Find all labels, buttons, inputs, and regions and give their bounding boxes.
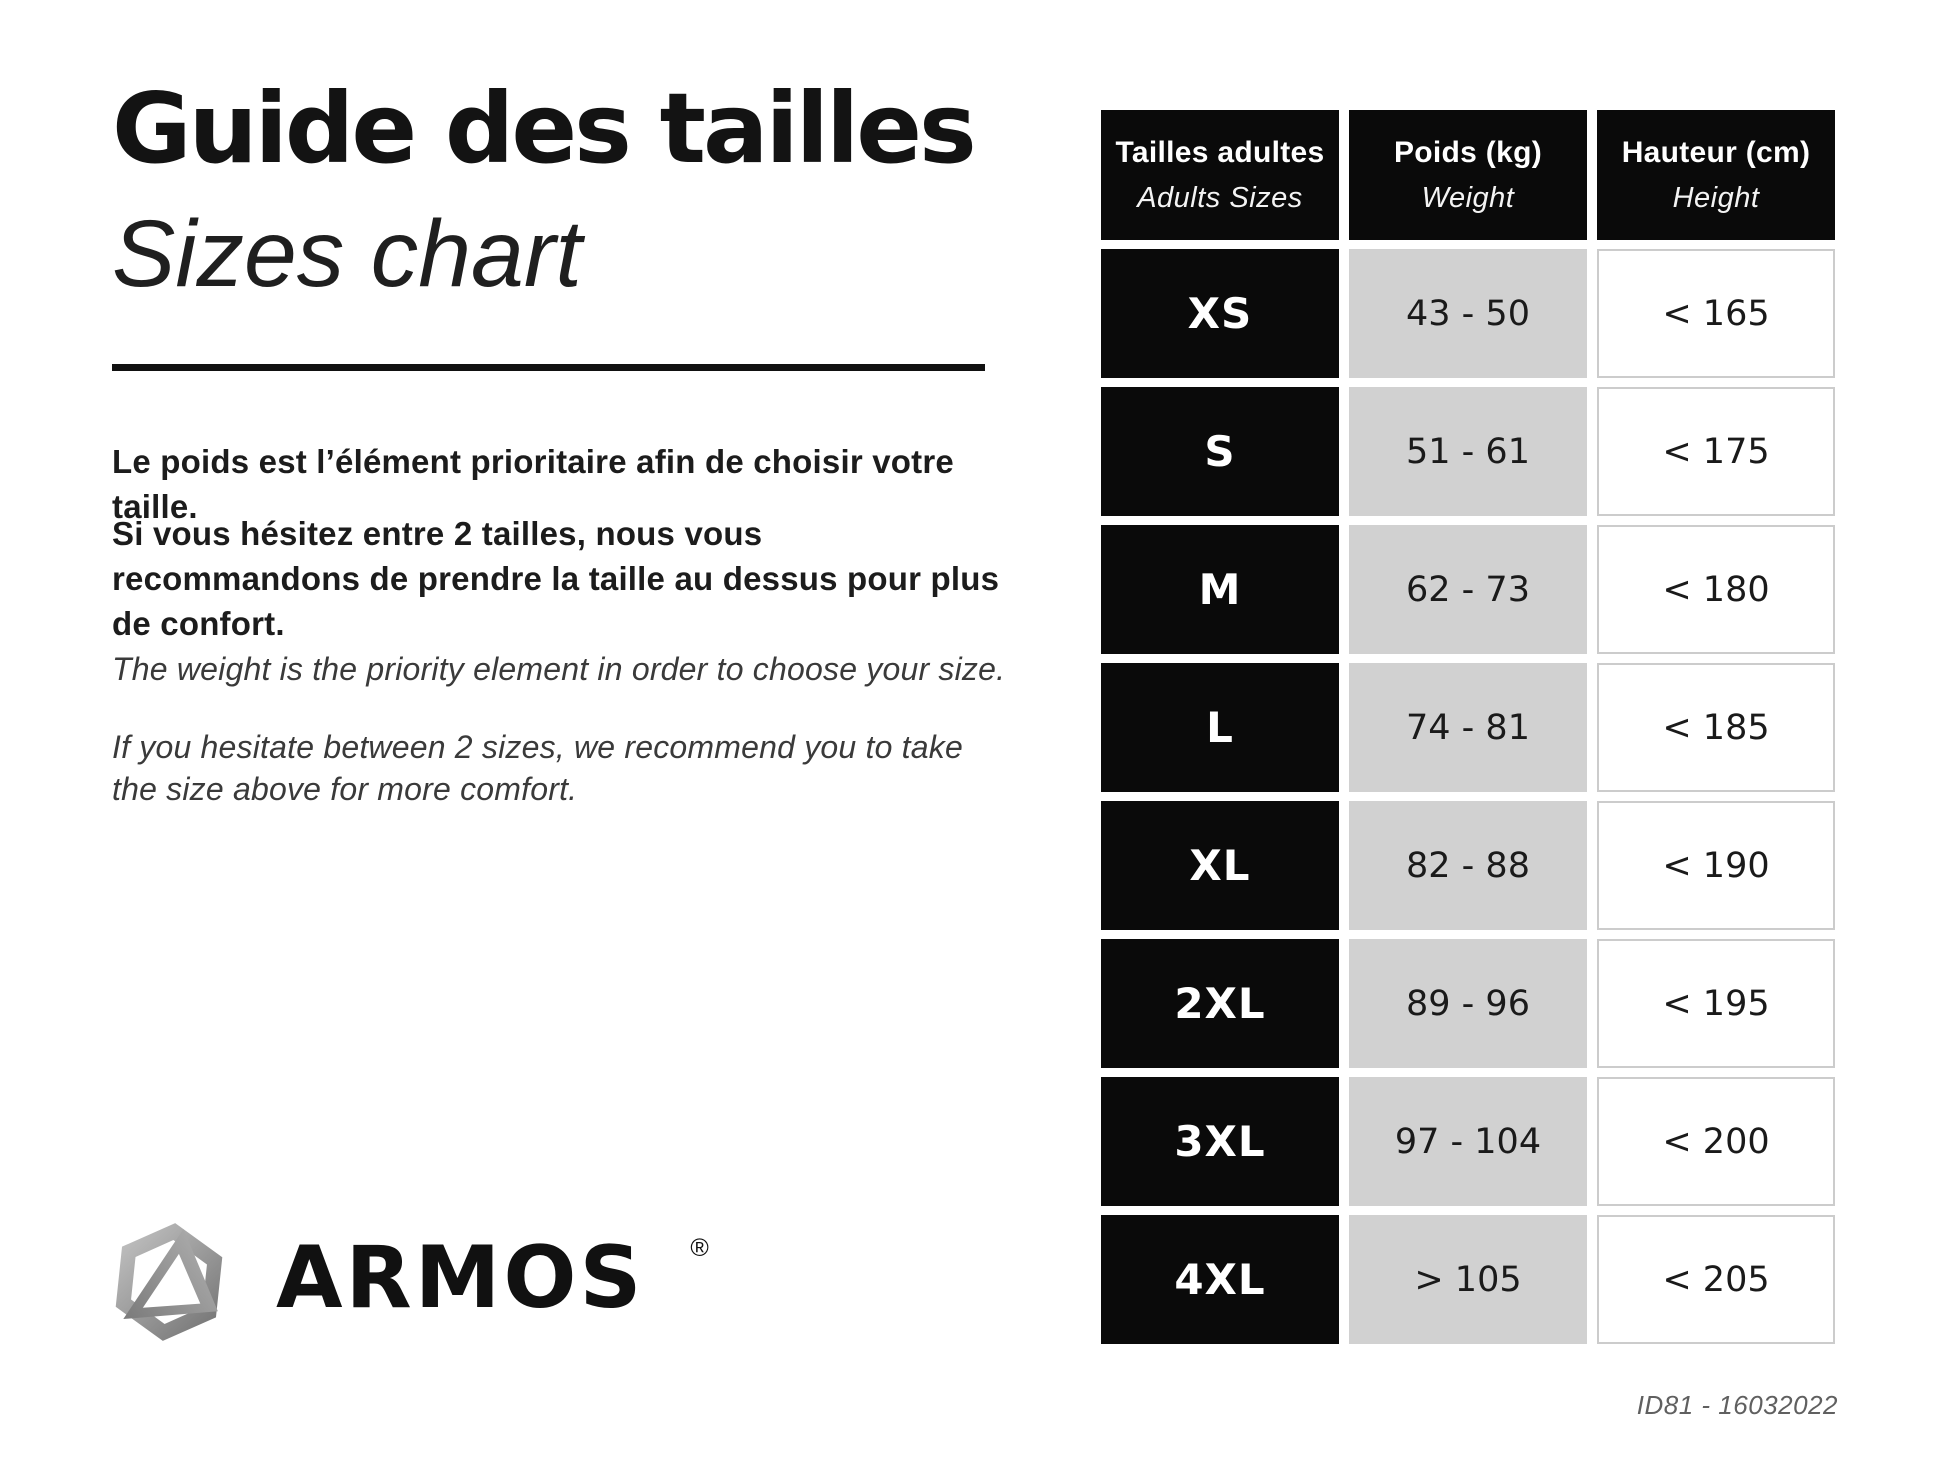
weight-cell: 51 - 61 (1349, 387, 1587, 516)
brand-wordmark: ARMOS (276, 1228, 645, 1328)
divider (112, 364, 985, 371)
header-cell-height (1597, 110, 1835, 240)
page-subtitle: Sizes chart (112, 201, 582, 307)
height-cell: < 185 (1597, 663, 1835, 792)
page-title: Guide des tailles (112, 72, 974, 185)
weight-cell: 43 - 50 (1349, 249, 1587, 378)
height-cell: < 180 (1597, 525, 1835, 654)
size-cell: 2XL (1101, 939, 1339, 1068)
height-cell: < 205 (1597, 1215, 1835, 1344)
header-label-fr: Poids (kg) (1393, 135, 1542, 169)
height-cell: < 200 (1597, 1077, 1835, 1206)
intro-fr-secondary: Si vous hésitez entre 2 tailles, nous vous recommandons de prendre la taille au dessus pour plus de confort. (112, 515, 1000, 642)
registered-trademark-mark: ® (690, 1233, 709, 1262)
header-label-en: Weight (1421, 181, 1515, 214)
size-cell: XL (1101, 801, 1339, 930)
size-cell: L (1101, 663, 1339, 792)
header-label-en: Height (1672, 181, 1760, 214)
height-cell: < 165 (1597, 249, 1835, 378)
header-cell-sizes (1101, 110, 1339, 240)
height-cell: < 195 (1597, 939, 1835, 1068)
size-table (1101, 110, 1835, 1344)
size-cell: S (1101, 387, 1339, 516)
weight-cell: 74 - 81 (1349, 663, 1587, 792)
hexagon-triangle-emblem-icon (106, 1216, 232, 1348)
weight-cell: 62 - 73 (1349, 525, 1587, 654)
weight-cell: 82 - 88 (1349, 801, 1587, 930)
weight-cell: > 105 (1349, 1215, 1587, 1344)
size-cell: M (1101, 525, 1339, 654)
footer-document-id: ID81 - 16032022 (1636, 1390, 1838, 1420)
intro-en-primary: The weight is the priority element in order to choose your size. (112, 651, 1006, 687)
height-cell: < 190 (1597, 801, 1835, 930)
height-cell: < 175 (1597, 387, 1835, 516)
brand-block (106, 1216, 707, 1348)
header-cell-weight (1349, 110, 1587, 240)
header-label-en: Adults Sizes (1137, 181, 1303, 214)
size-cell: 4XL (1101, 1215, 1339, 1344)
weight-cell: 89 - 96 (1349, 939, 1587, 1068)
header-label-fr: Hauteur (cm) (1621, 135, 1811, 169)
intro-fr-primary: Le poids est l’élément prioritaire afin de choisir votre taille. (112, 443, 954, 525)
weight-cell: 97 - 104 (1349, 1077, 1587, 1206)
header-label-fr: Tailles adultes (1115, 135, 1325, 169)
size-cell: XS (1101, 249, 1339, 378)
size-cell: 3XL (1101, 1077, 1339, 1206)
intro-en-secondary: If you hesitate between 2 sizes, we recommend you to take the size above for more comfort. (112, 729, 963, 808)
